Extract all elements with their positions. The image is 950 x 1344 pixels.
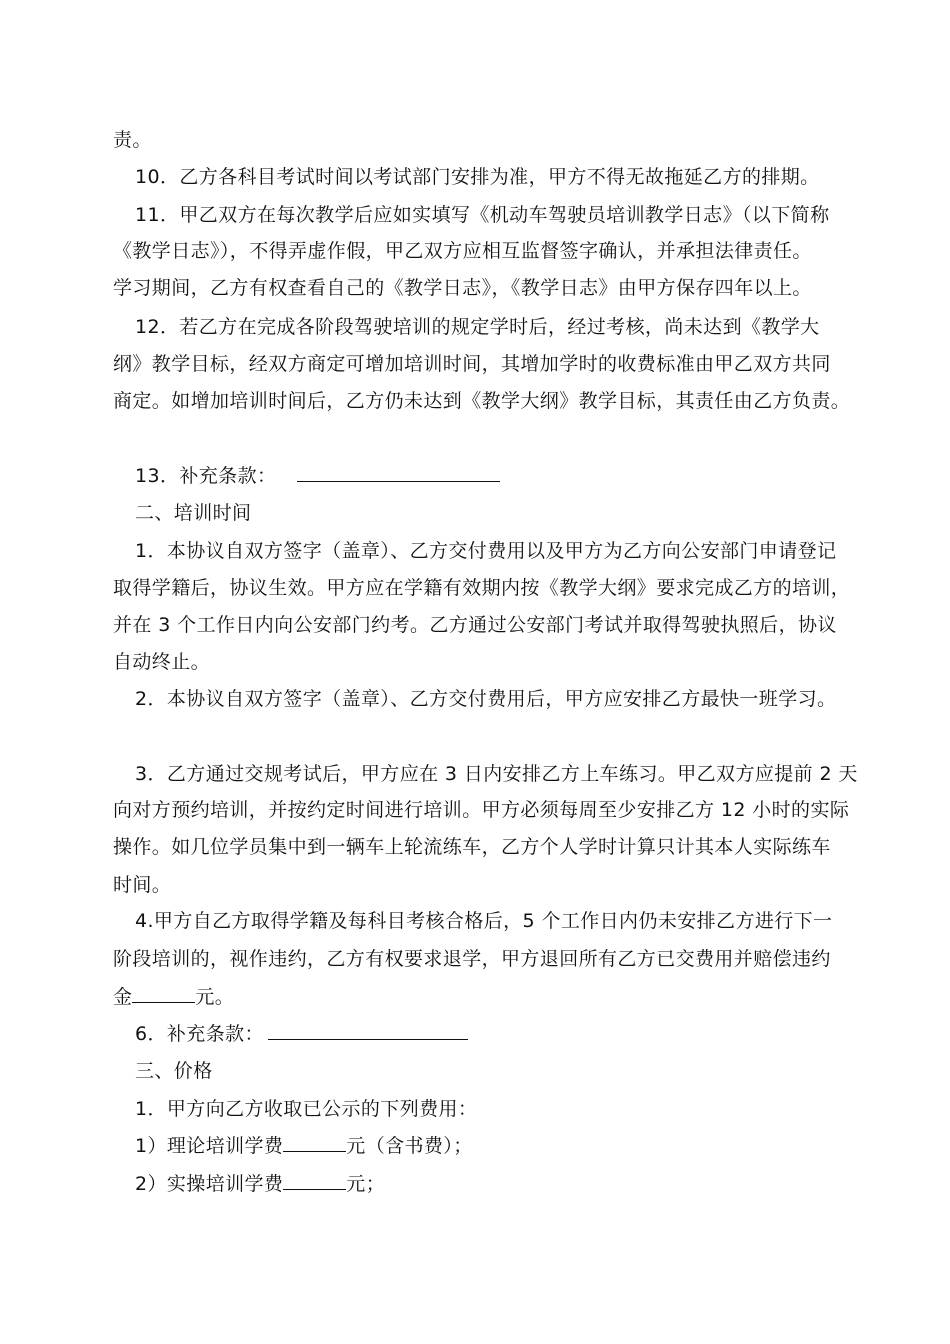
clause-13 [135, 463, 500, 489]
text-line: 商定。如增加培训时间后，乙方仍未达到《教学大纲》教学目标，其责任由乙方负责。 [113, 390, 851, 412]
text-line: 学习期间，乙方有权查看自己的《教学日志》，《教学日志》由甲方保存四年以上。 [113, 277, 812, 299]
text-line: 阶段培训的，视作违约，乙方有权要求退学，甲方退回所有乙方已交费用并赔偿违约 [113, 948, 831, 970]
fill-blank[interactable] [268, 1021, 468, 1040]
text-fragment: 元。 [195, 986, 235, 1008]
text-fragment: 1）理论培训学费 [135, 1135, 284, 1157]
fill-blank[interactable] [283, 1171, 346, 1190]
clause-2: 2．本协议自双方签字（盖章）、乙方交付费用后，甲方应安排乙方最快一班学习。 [135, 688, 837, 710]
clause-12: 12．若乙方在完成各阶段驾驶培训的规定学时后，经过考核，尚未达到《教学大 [135, 316, 820, 338]
price-item [135, 1171, 385, 1197]
clause-6-label: 6．补充条款： [135, 1023, 264, 1045]
fill-blank[interactable] [283, 1133, 346, 1152]
text-fragment: 金 [113, 986, 133, 1008]
price-item [135, 1133, 473, 1159]
text-line: 《教学日志》），不得弄虚作假，甲乙双方应相互监督签字确认，并承担法律责任。 [113, 240, 812, 262]
clause-1: 1．本协议自双方签字（盖章）、乙方交付费用以及甲方为乙方向公安部门申请登记 [135, 540, 837, 562]
text-line [113, 984, 234, 1010]
text-fragment: 元（含书费）； [346, 1135, 473, 1157]
fill-blank[interactable] [132, 984, 195, 1003]
clause-11: 11．甲乙双方在每次教学后应如实填写《机动车驾驶员培训教学日志》（以下简称 [135, 204, 830, 226]
price-intro: 1．甲方向乙方收取已公示的下列费用： [135, 1098, 478, 1120]
text-fragment: 2）实操培训学费 [135, 1173, 284, 1195]
text-line: 取得学籍后，协议生效。甲方应在学籍有效期内按《教学大纲》要求完成乙方的培训， [113, 577, 851, 599]
text-fragment: 元； [346, 1173, 386, 1195]
text-line: 操作。如几位学员集中到一辆车上轮流练车，乙方个人学时计算只计其本人实际练车 [113, 836, 831, 858]
clause-10: 10．乙方各科目考试时间以考试部门安排为准，甲方不得无故拖延乙方的排期。 [135, 166, 820, 188]
section-heading: 三、价格 [135, 1060, 213, 1082]
text-line: 并在 3 个工作日内向公安部门约考。乙方通过公安部门考试并取得驾驶执照后，协议 [113, 614, 837, 636]
fill-blank[interactable] [297, 463, 500, 482]
clause-13-label: 13．补充条款： [135, 465, 277, 487]
text-line: 责。 [113, 129, 152, 151]
section-heading: 二、培训时间 [135, 502, 252, 524]
clause-3: 3．乙方通过交规考试后，甲方应在 3 日内安排乙方上车练习。甲乙双方应提前 2 天 [135, 763, 858, 785]
text-line: 向对方预约培训，并按约定时间进行培训。甲方必须每周至少安排乙方 12 小时的实际 [113, 799, 850, 821]
clause-4: 4.甲方自乙方取得学籍及每科目考核合格后，5 个工作日内仍未安排乙方进行下一 [135, 910, 833, 932]
text-line: 纲》教学目标，经双方商定可增加培训时间，其增加学时的收费标准由甲乙双方共同 [113, 353, 831, 375]
text-line: 自动终止。 [113, 651, 211, 673]
clause-6 [135, 1021, 468, 1047]
text-line: 时间。 [113, 874, 172, 896]
